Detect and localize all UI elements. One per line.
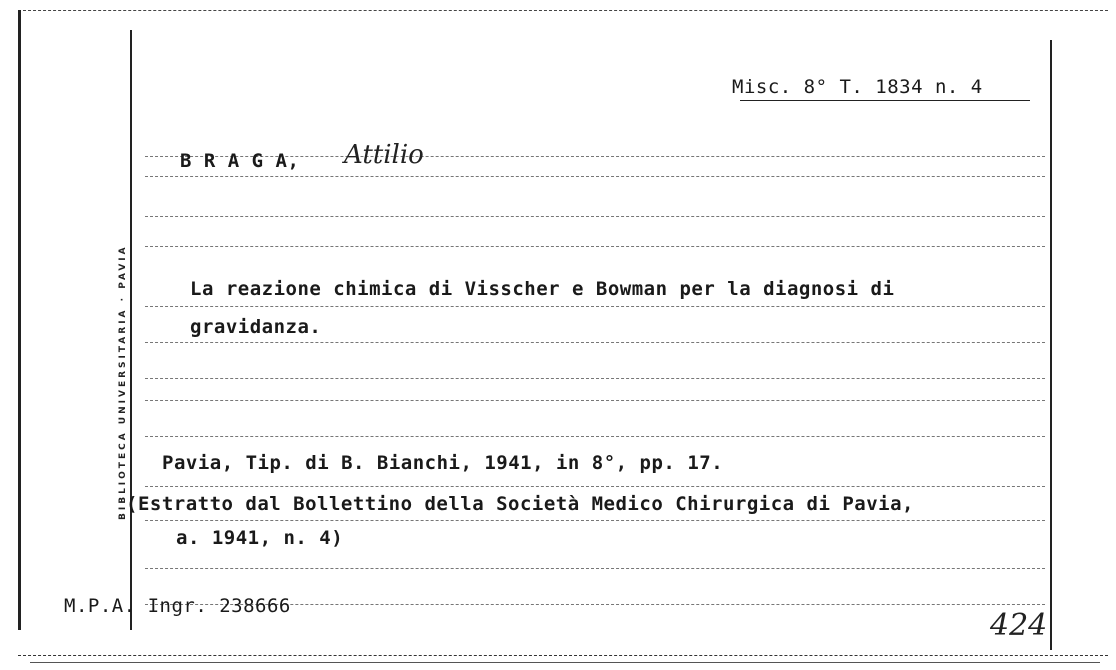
ruled-line [145, 176, 1045, 177]
shelfmark: Misc. 8° T. 1834 n. 4 [732, 76, 983, 98]
author-forename-handwritten: Attilio [344, 140, 424, 170]
margin-line [130, 30, 132, 630]
ruled-line [145, 436, 1045, 437]
handwritten-number: 424 [990, 608, 1048, 643]
ruled-line [145, 520, 1045, 521]
title-line-1: La reazione chimica di Visscher e Bowman per la diagnosi di [190, 278, 895, 300]
shelfmark-underline [740, 100, 1030, 101]
imprint: Pavia, Tip. di B. Bianchi, 1941, in 8°, pp. 17. [162, 452, 724, 474]
ruled-line [145, 400, 1045, 401]
ruled-line [145, 246, 1045, 247]
card-bottom-border [18, 655, 1108, 656]
note-line-2: a. 1941, n. 4) [176, 527, 344, 549]
card-bottom-border-2 [30, 662, 1100, 663]
ruled-line [145, 378, 1045, 379]
title-line-2: gravidanza. [190, 316, 322, 338]
ruled-line [145, 342, 1045, 343]
author-surname: B R A G A, [180, 150, 300, 172]
ruled-line [145, 568, 1045, 569]
card-left-border [18, 10, 21, 630]
card-right-border [1050, 40, 1052, 650]
card-top-border [18, 10, 1108, 11]
ruled-line [145, 306, 1045, 307]
accession-number: M.P.A. Ingr. 238666 [64, 595, 291, 617]
ruled-line [145, 216, 1045, 217]
ruled-line [145, 486, 1045, 487]
note-line-1: (Estratto dal Bollettino della Società Medico Chirurgica di Pavia, [126, 493, 914, 515]
library-stamp: BIBLIOTECA UNIVERSITARIA · PAVIA [118, 244, 128, 520]
